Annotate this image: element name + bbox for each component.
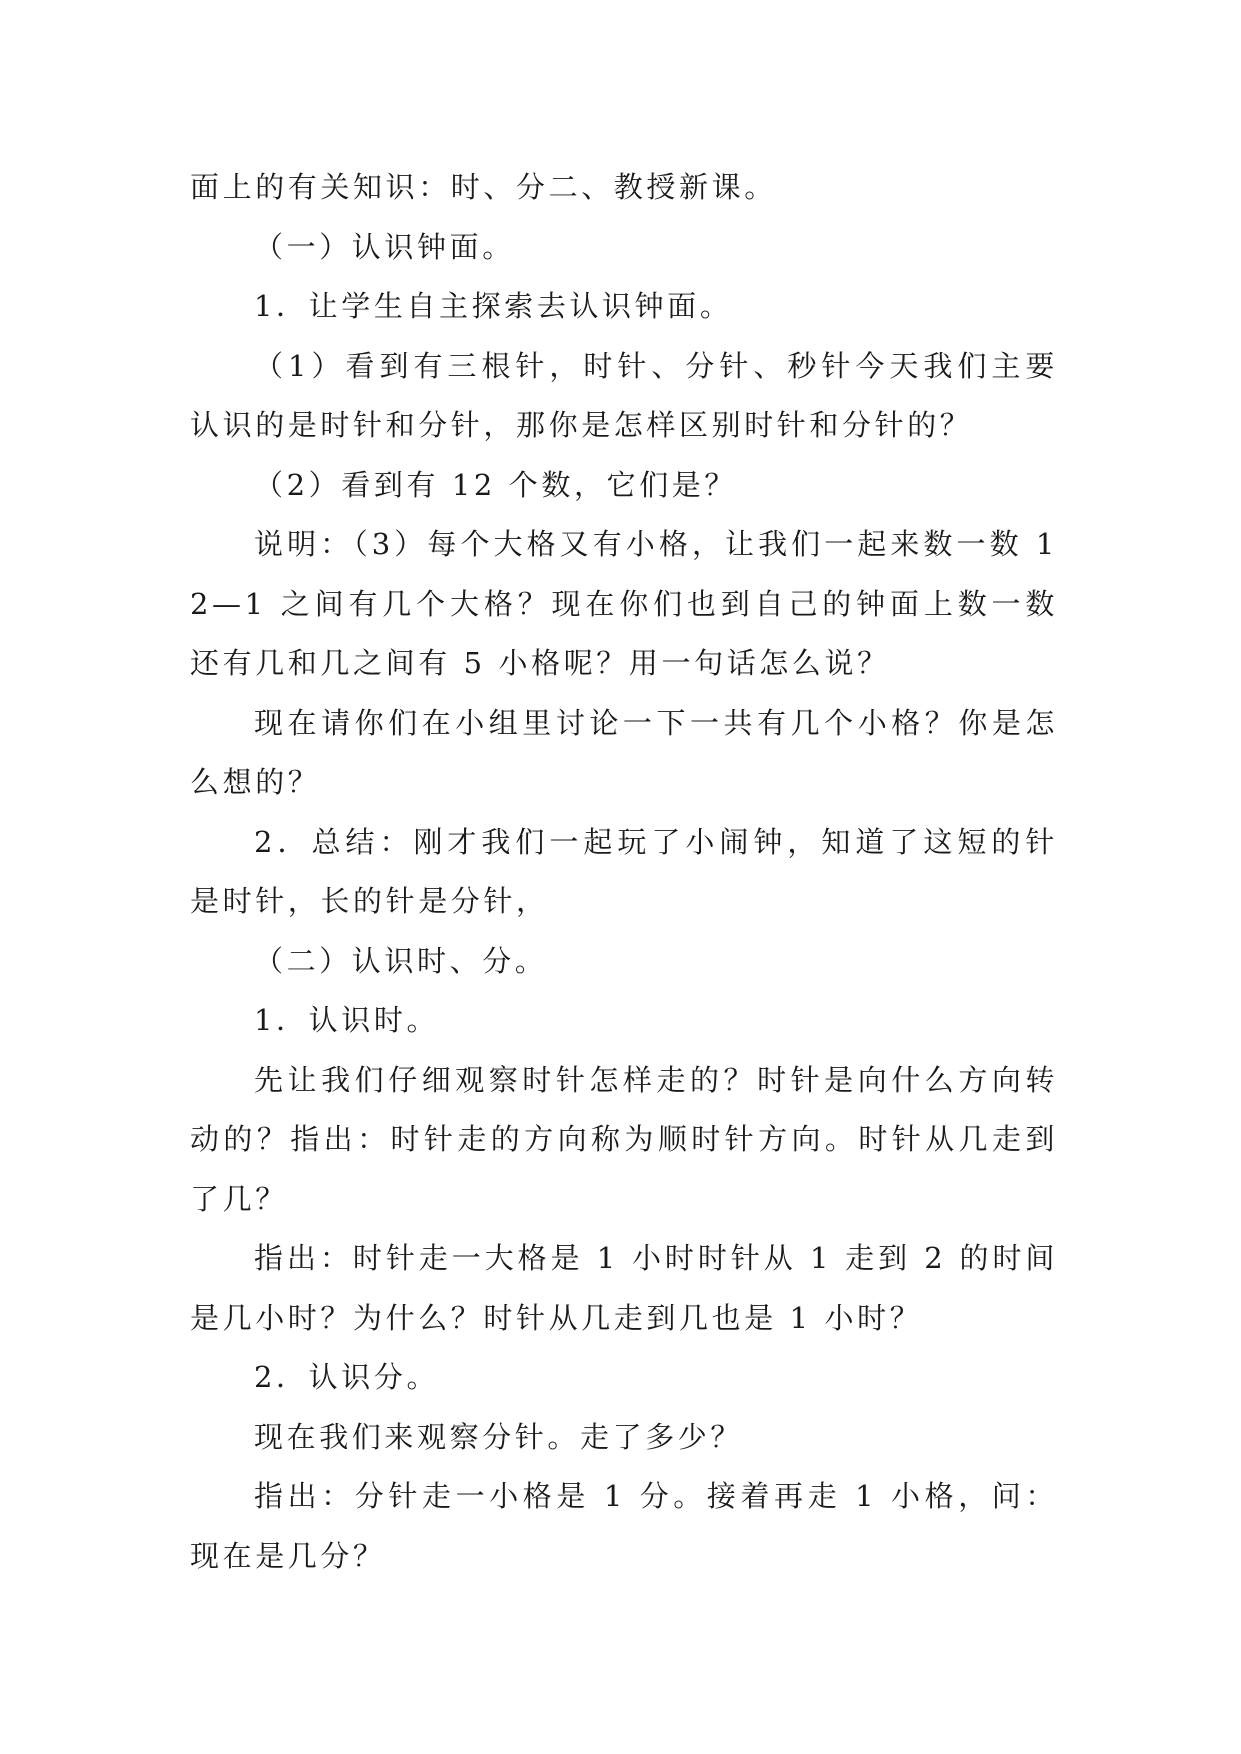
document-page — [190, 158, 1058, 1586]
paragraph: 2．认识分。 — [254, 1360, 440, 1394]
paragraph: （2）看到有 12 个数，它们是？ — [254, 467, 737, 502]
paragraph: 1．认识时。 — [254, 1003, 440, 1037]
paragraph: 面上的有关知识：时、分二、教授新课。 — [190, 170, 777, 204]
paragraph: 现在我们来观察分针。走了多少？ — [254, 1419, 744, 1454]
paragraph: 说明：（3）每个大格又有小格，让我们一起来数一数 12—1 之间有几个大格？现在你们也到自己的钟面上数一数还有几和几之间有 5 小格呢？用一句话怎么说？ — [190, 527, 1058, 680]
paragraph: 2．总结：刚才我们一起玩了小闹钟，知道了这短的针是时针，长的针是分针， — [190, 824, 1058, 918]
paragraph: 指出：时针走一大格是 1 小时时针从 1 走到 2 的时间是几小时？为什么？时针从几走到几也是 1 小时？ — [190, 1241, 1058, 1335]
paragraph: 指出：分针走一小格是 1 分。接着再走 1 小格，问：现在是几分？ — [190, 1479, 1058, 1573]
section-heading: （一）认识钟面。 — [254, 229, 515, 264]
paragraph: 1．让学生自主探索去认识钟面。 — [254, 289, 733, 323]
section-heading: （二）认识时、分。 — [254, 943, 548, 978]
paragraph: （1）看到有三根针，时针、分针、秒针今天我们主要认识的是时针和分针，那你是怎样区别时针和分针的？ — [190, 348, 1058, 442]
paragraph: 先让我们仔细观察时针怎样走的？时针是向什么方向转动的？指出：时针走的方向称为顺时针方向。时针从几走到了几？ — [190, 1062, 1058, 1216]
paragraph: 现在请你们在小组里讨论一下一共有几个小格？你是怎么想的？ — [190, 705, 1058, 799]
